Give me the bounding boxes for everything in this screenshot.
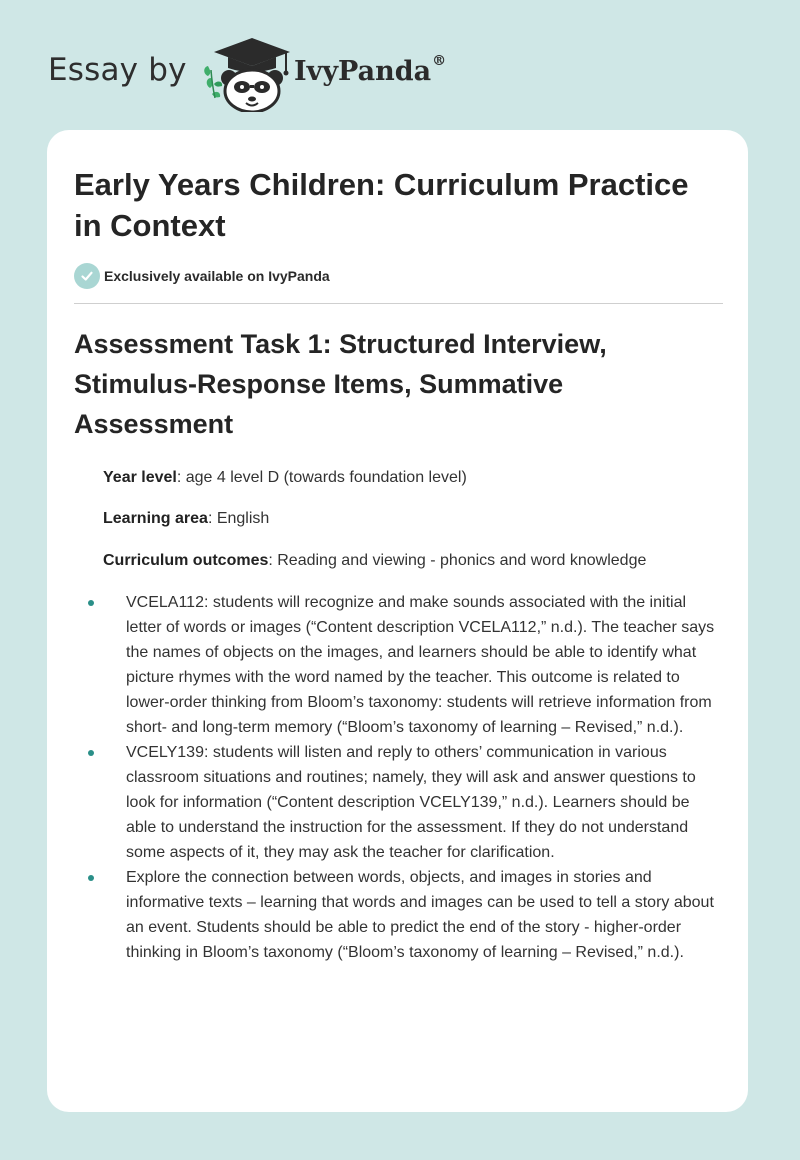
bullet-icon	[88, 600, 94, 606]
list-item	[77, 740, 723, 865]
panda-logo-icon[interactable]	[202, 36, 292, 112]
list-item-text: VCELA112: students will recognize and make sounds associated with the initial letter of words or images (“Content description VCELA112,” n.d.). The teacher says the names of objects on the images, and learners should be able to identify what picture rhymes with the word named by the teacher. This outcome is related to lower-order thinking from Bloom’s taxonomy: students will retrieve information from short- and long-term memory (“Bloom’s taxonomy of learning – Revised,” n.d.).	[126, 594, 715, 736]
meta-label: Year level	[103, 469, 177, 486]
bullet-icon	[88, 750, 94, 756]
exclusive-text: Exclusively available on IvyPanda	[104, 268, 330, 284]
list-item-text: Explore the connection between words, objects, and images in stories and informative texts – learning that words and images can be used to tell a story about an event. Students should be able to predict the end of the story - higher-order thinking in Bloom’s taxonomy (“Bloom’s taxonomy of learning – Revised,” n.d.).	[126, 869, 714, 961]
meta-value: : age 4 level D (towards foundation level)	[176, 469, 467, 486]
list-item-text: VCELY139: students will listen and reply to others’ communication in various classroom situations and routines; namely, they will ask and answer questions to look for information (“Content description VCELY139,” n.d.). Learners should be able to understand the instruction for the assessment. If they do not understand some aspects of it, they may ask the teacher for clarification.	[126, 744, 696, 861]
exclusive-badge	[74, 262, 330, 290]
meta-curriculum-outcomes	[103, 549, 646, 573]
brand-text: IvyPanda	[294, 56, 432, 87]
list-item	[77, 865, 723, 965]
meta-value: : Reading and viewing - phonics and word knowledge	[268, 552, 647, 569]
section-heading: Assessment Task 1: Structured Interview, Stimulus-Response Items, Summative Assessment	[74, 329, 607, 439]
bullet-icon	[88, 875, 94, 881]
meta-year-level	[103, 466, 467, 490]
essay-card	[47, 130, 748, 1112]
divider	[74, 303, 723, 304]
essay-title: Early Years Children: Curriculum Practice in Context	[74, 167, 689, 243]
outcome-list	[77, 590, 723, 965]
meta-label: Curriculum outcomes	[103, 552, 269, 569]
brand-name[interactable]	[294, 53, 447, 87]
check-icon	[74, 263, 100, 289]
meta-label: Learning area	[103, 510, 208, 527]
list-item	[77, 590, 723, 740]
site-header	[48, 36, 748, 112]
meta-value: : English	[207, 510, 270, 527]
registered-mark: ®	[432, 53, 447, 69]
essay-by-label: Essay by	[48, 52, 187, 88]
meta-learning-area	[103, 507, 269, 531]
